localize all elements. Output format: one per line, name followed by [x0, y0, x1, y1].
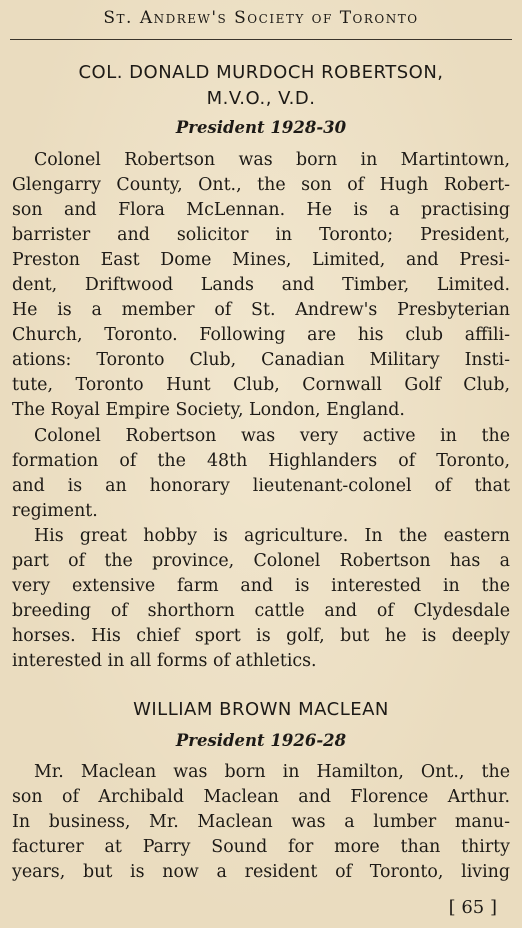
text-line: and is an honorary lieutenant-colonel of that	[12, 476, 510, 496]
text-line: The Royal Empire Society, London, England.	[12, 400, 405, 420]
text-line: years, but is now a resident of Toronto, living	[12, 862, 510, 882]
text-line: Glengarry County, Ont., the son of Hugh Robert-	[12, 175, 510, 195]
section-2-heading: WILLIAM BROWN MACLEAN	[133, 699, 389, 720]
text-line: He is a member of St. Andrew's Presbyterian	[12, 300, 510, 320]
text-line: Colonel Robertson was very active in the	[34, 426, 510, 446]
section-2-subheading: President 1926-28	[175, 731, 347, 750]
running-head	[0, 8, 522, 28]
section-1-subheading: President 1928-30	[175, 118, 347, 137]
text-line: son of Archibald Maclean and Florence Arthur.	[12, 787, 510, 807]
text-line: Preston East Dome Mines, Limited, and Presi-	[12, 250, 510, 270]
text-line: very extensive farm and is interested in the	[12, 576, 510, 596]
text-line: breeding of shorthorn cattle and of Clydesdale	[12, 601, 510, 621]
section-1-heading: COL. DONALD MURDOCH ROBERTSON,	[78, 62, 444, 83]
text-line: dent, Driftwood Lands and Timber, Limited.	[12, 275, 510, 295]
text-line: facturer at Parry Sound for more than thirty	[12, 837, 510, 857]
text-line: Church, Toronto. Following are his club affili-	[12, 325, 510, 345]
text-line: horses. His chief sport is golf, but he is deeply	[12, 626, 510, 646]
text-line: tute, Toronto Hunt Club, Cornwall Golf Club,	[12, 375, 510, 395]
text-line: barrister and solicitor in Toronto; President,	[12, 225, 510, 245]
section-1-heading-honours: M.V.O., V.D.	[206, 88, 316, 109]
text-line: son and Flora McLennan. He is a practising	[12, 200, 510, 220]
text-line: Colonel Robertson was born in Martintown,	[34, 150, 510, 170]
text-line: part of the province, Colonel Robertson has a	[12, 551, 510, 571]
text-line: formation of the 48th Highlanders of Toronto,	[12, 451, 510, 471]
running-head-text: St. Andrew's Society of Toronto	[103, 8, 419, 28]
text-line: His great hobby is agriculture. In the eastern	[34, 526, 510, 546]
text-line: Mr. Maclean was born in Hamilton, Ont., the	[34, 762, 510, 782]
header-rule	[10, 39, 512, 40]
text-line: ations: Toronto Club, Canadian Military Insti-	[12, 350, 510, 370]
page-number: [ 65 ]	[448, 897, 497, 918]
text-line: regiment.	[12, 501, 98, 521]
text-line: interested in all forms of athletics.	[12, 651, 317, 671]
text-line: In business, Mr. Maclean was a lumber manu-	[12, 812, 510, 832]
